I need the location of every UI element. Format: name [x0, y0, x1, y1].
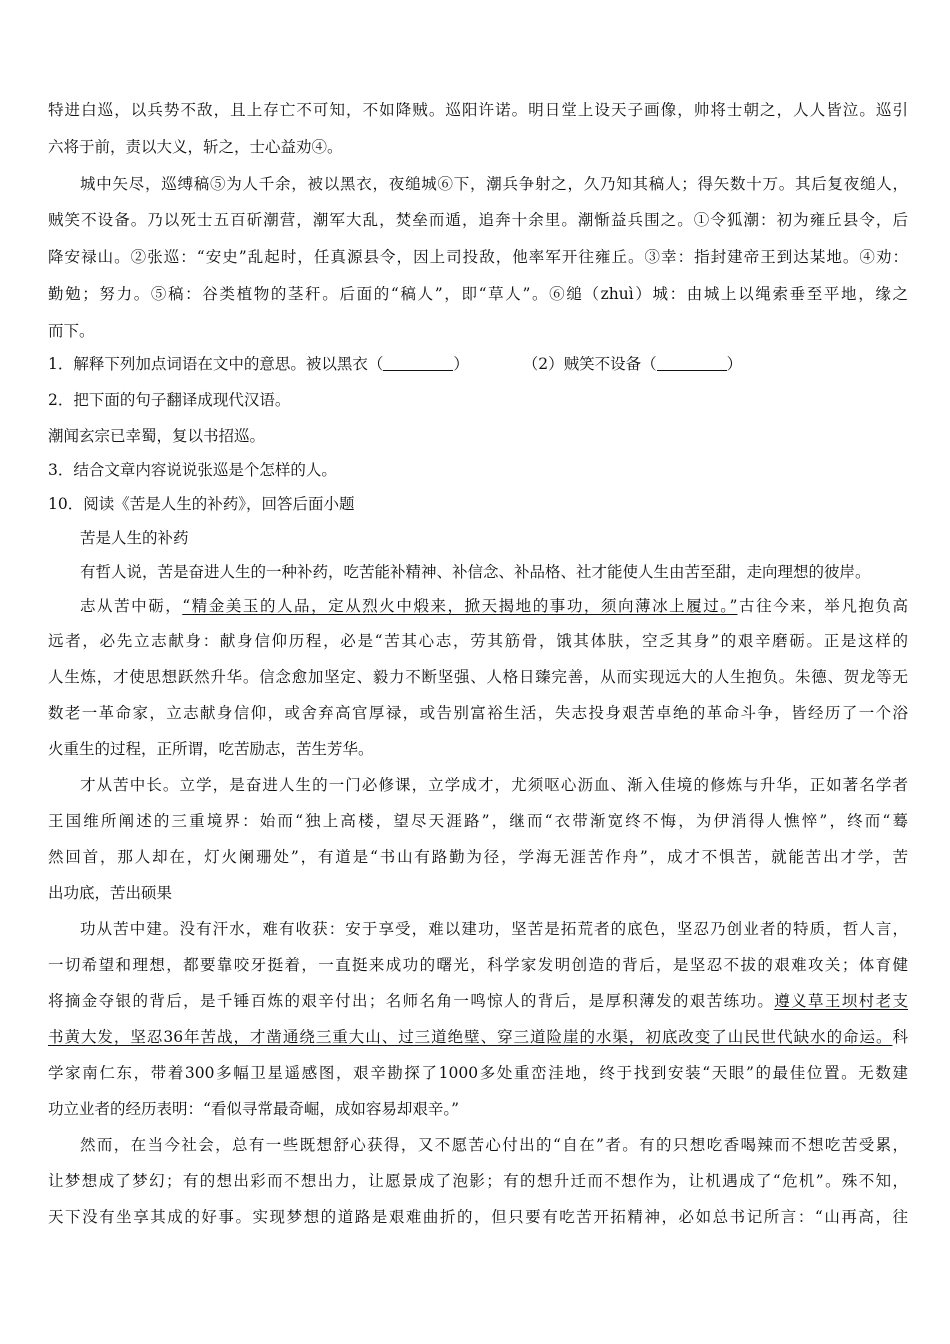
answer-blank-2[interactable] [657, 354, 727, 371]
p4-underline-1: 遵义草王坝村老支 [774, 992, 908, 1010]
p4-underline-2: 书黄大发，坚忍36年苦战，才凿通绕三重大山、过三道绝壁、穿三道险崖的水渠，初底改变了山民世代缺水的命运。 [48, 1028, 893, 1046]
essay-line: 功立业者的经历表明：“看似寻常最奇崛，成如容易却艰辛。” [48, 1100, 460, 1118]
essay-line: 然回首，那人却在，灯火阑珊处”，有道是“书山有路勤为径，学海无涯苦作舟”，成才不惧苦，就能苦出才学，苦 [48, 848, 908, 866]
essay-line: 出功底，苦出硕果 [48, 884, 173, 902]
essay-line: 才从苦中长。立学，是奋进人生的一门必修课，立学成才，尤须呕心沥血、渐入佳境的修炼与升华，正如著名学者 [80, 776, 908, 794]
essay-line-with-underline [48, 1025, 908, 1049]
essay-line: 王国维所阐述的三重境界：始而“独上高楼，望尽天涯路”，继而“衣带渐宽终不悔，为伊消得人憔悴”，终而“蓦 [48, 812, 908, 830]
classical-line: 勤勉；努力。⑤稿：谷类植物的茎秆。后面的“稿人”，即“草人”。⑥缒（zhuì）城：由城上以绳索垂至平地，缘之 [48, 285, 908, 303]
essay-title: 苦是人生的补药 [80, 529, 189, 547]
essay-paragraph-2-first-line [80, 594, 908, 618]
p4-line-3: 将摘金夺银的背后，是千锤百炼的艰辛付出；名师名角一鸣惊人的背后，是厚积薄发的艰苦练功。 [48, 992, 775, 1010]
classical-line: 城中矢尽，巡缚稿⑤为人千余，被以黑衣，夜缒城⑥下，潮兵争射之，久乃知其稿人；得矢数十万。其后复夜缒人， [80, 175, 908, 193]
essay-line: 远者，必先立志献身：献身信仰历程，必是“苦其心志，劳其筋骨，饿其体肤，空乏其身”的艰辛磨砺。正是这样的 [48, 632, 908, 650]
p2-start: 志从苦中砺， [80, 597, 183, 615]
p2-after: 古往今来，举凡抱负高 [737, 597, 908, 615]
question-1b-close: ） [726, 355, 743, 373]
essay-line: 让梦想成了梦幻；有的想出彩而不想出力，让愿景成了泡影；有的想升迁而不想作为，让机遇成了“危机”。殊不知， [48, 1172, 908, 1190]
essay-line: 天下没有坐享其成的好事。实现梦想的道路是艰难曲折的，但只要有吃苦开拓精神，必如总书记所言：“山再高，往 [48, 1208, 908, 1226]
essay-line: 火重生的过程，正所谓，吃苦励志，苦生芳华。 [48, 740, 374, 758]
question-2-sentence: 潮闻玄宗已幸蜀，复以书招巡。 [48, 427, 266, 445]
question-3: 3．结合文章内容说说张巡是个怎样的人。 [48, 461, 337, 479]
classical-line: 而下。 [48, 322, 95, 340]
essay-line: 学家南仁东，带着300多幅卫星遥感图，艰辛勘探了1000多处重峦洼地，终于找到安装“天眼”的最佳位置。无数建 [48, 1064, 908, 1082]
question-2: 2．把下面的句子翻译成现代汉语。 [48, 391, 291, 409]
question-1-close: ） [453, 355, 469, 373]
p4-after-2: 科 [892, 1028, 908, 1046]
question-1b-text: （2）贼笑不设备（ [522, 355, 657, 373]
essay-line-with-underline [48, 989, 908, 1013]
answer-blank-1[interactable] [383, 354, 453, 371]
essay-line: 人生炼，才使思想跃然升华。信念愈加坚定、毅力不断坚强、人格日臻完善，从而实现远大的人生抱负。朱德、贺龙等无 [48, 668, 908, 686]
essay-line: 功从苦中建。没有汗水，难有收获：安于享受，难以建功，坚苦是拓荒者的底色，坚忍乃创业者的特质，哲人言， [80, 920, 908, 938]
essay-paragraph-1: 有哲人说，苦是奋进人生的一种补药，吃苦能补精神、补信念、补品格、社才能使人生由苦至甜，走向理想的彼岸。 [80, 563, 871, 581]
classical-line: 贼笑不设备。乃以死士五百斫潮营，潮军大乱，焚垒而遁，追奔十余里。潮惭益兵围之。①令狐潮：初为雍丘县令，后 [48, 211, 908, 229]
question-1-text: 1．解释下列加点词语在文中的意思。被以黑衣（ [48, 355, 384, 373]
classical-line: 六将于前，责以大义，斩之，士心益劝④。 [48, 138, 343, 156]
essay-line: 然而，在当今社会，总有一些既想舒心获得，又不愿苦心付出的“自在”者。有的只想吃香喝辣而不想吃苦受累， [80, 1136, 908, 1154]
classical-line: 降安禄山。②张巡：“安史”乱起时，任真源县令，因上司投敌，他率军开往雍丘。③幸：指封建帝王到达某地。④劝： [48, 248, 908, 266]
p2-quote: “精金美玉的人品，定从烈火中煅来，掀天揭地的事功，须向薄冰上履过。” [182, 597, 738, 615]
question-1 [48, 352, 908, 376]
classical-line: 特进白巡，以兵势不敌，且上存亡不可知，不如降贼。巡阳许诺。明日堂上设天子画像，帅将士朝之，人人皆泣。巡引 [48, 101, 908, 119]
question-10: 10．阅读《苦是人生的补药》，回答后面小题 [48, 495, 355, 513]
essay-line: 一切希望和理想，都要靠咬牙挺着，一直挺来成功的曙光，科学家发明创造的背后，是坚忍不拔的艰难攻关；体育健 [48, 956, 908, 974]
essay-line: 数老一革命家，立志献身信仰，或舍弃高官厚禄，或告别富裕生活，失志投身艰苦卓绝的革命斗争，皆经历了一个浴 [48, 704, 908, 722]
